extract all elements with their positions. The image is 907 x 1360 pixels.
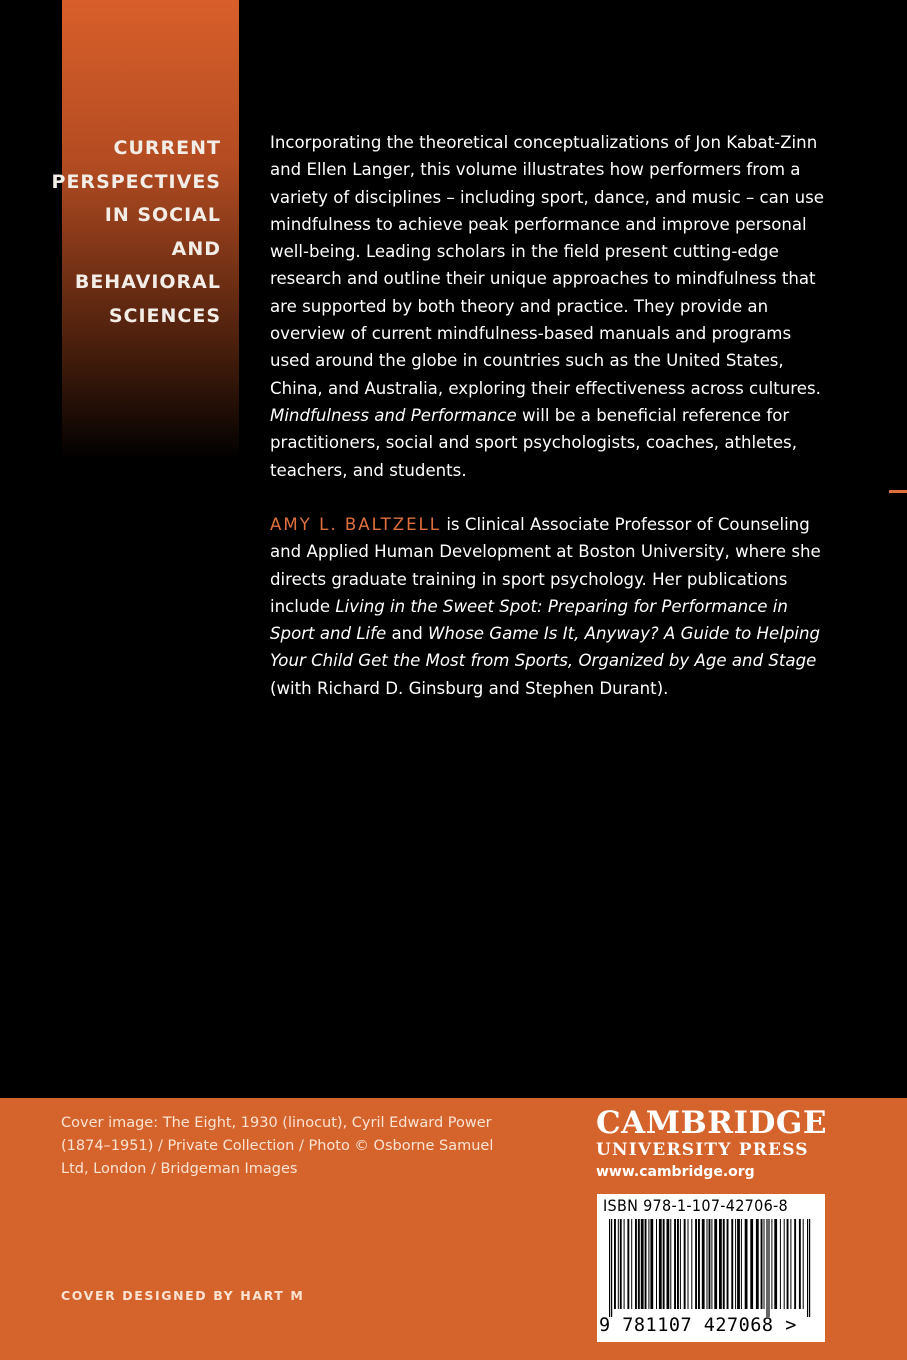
- cover-image-credit: Cover image: The Eight, 1930 (linocut), Cyril Edward Power (1874–1951) / Private Collection / Photo © Osborne Samuel Ltd, London / Bridgeman Images: [61, 1115, 494, 1177]
- isbn-barcode: [597, 1194, 825, 1342]
- publication-title: Whose Game Is It, Anyway? A Guide to Helping Your Child Get the Most from Sports, Organized by Age and Stage: [270, 624, 821, 671]
- cover-designer-credit: COVER DESIGNED BY HART M: [61, 1288, 305, 1303]
- author-bio: [270, 511, 830, 702]
- description-text: Incorporating the theoretical conceptualizations of Jon Kabat-Zinn and Ellen Langer, this volume illustrates how performers from a variety of disciplines – including sport, dance, and music – can use mindfulness to achieve peak performance and improve personal well-being. Leading scholars in the field present cutting-edge research and outline their unique approaches to mindfulness that are supported by both theory and practice. They provide an overview of current mindfulness-based manuals and programs used around the globe in countries such as the United States, China, and Australia, exploring their effectiveness across cultures.: [270, 133, 825, 398]
- bio-text: and: [386, 624, 429, 644]
- publication-title: Living in the Sweet Spot: Preparing for Performance in Sport and Life: [270, 596, 788, 644]
- series-line: SCIENCES: [108, 304, 221, 327]
- description-text-end: will be a beneficial reference for practitioners, social and sport psychologists, coaches, athletes, teachers, and students.: [270, 405, 797, 480]
- series-line: IN SOCIAL AND: [104, 204, 221, 260]
- series-line: BEHAVIORAL: [74, 271, 221, 293]
- book-title: Mindfulness and Performance: [270, 405, 517, 425]
- series-line: CURRENT: [113, 137, 221, 159]
- footer-band: [0, 1098, 907, 1360]
- publisher-url[interactable]: www.cambridge.org: [596, 1164, 755, 1180]
- publisher-name: CAMBRIDGE: [596, 1105, 827, 1141]
- series-band: [51, 0, 239, 460]
- author-name: AMY L. BALTZELL: [270, 515, 442, 534]
- book-description: [270, 129, 830, 484]
- publisher-subname: UNIVERSITY PRESS: [596, 1140, 809, 1160]
- accent-tick: [889, 490, 907, 493]
- series-line: PERSPECTIVES: [51, 170, 221, 193]
- barcode-icon: [607, 1219, 813, 1317]
- bio-text: (with Richard D. Ginsburg and Stephen Durant).: [270, 678, 669, 698]
- isbn-number: ISBN 978-1-107-42706-8: [603, 1196, 789, 1215]
- ean-digits: 9 781107 427068 >: [599, 1315, 797, 1336]
- series-title: [52, 132, 221, 333]
- bio-text: is Clinical Associate Professor of Counseling and Applied Human Development at Boston University, where she directs graduate training in sport psychology. Her publications include: [270, 515, 821, 616]
- publisher-logo: [596, 1106, 826, 1182]
